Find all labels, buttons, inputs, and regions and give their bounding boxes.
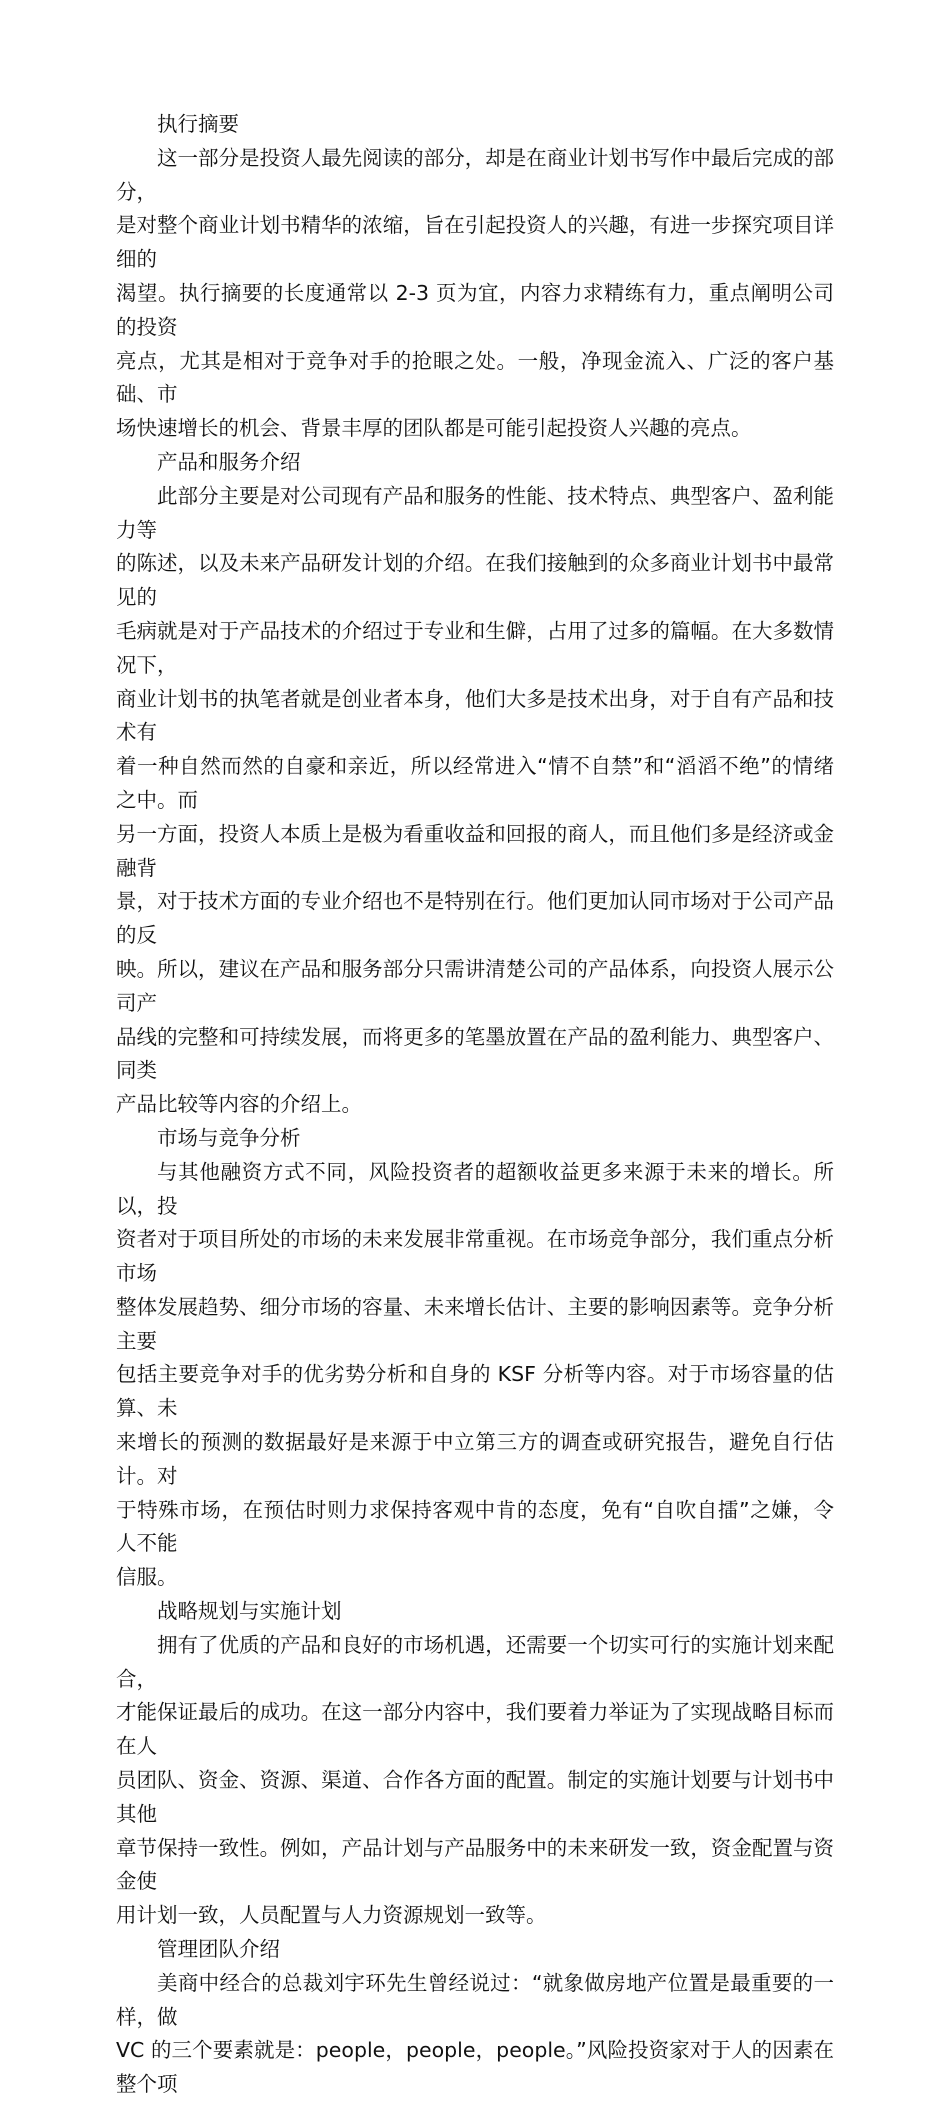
section-heading: 管理团队介绍 [157, 1937, 280, 1962]
section-heading: 市场与竞争分析 [157, 1125, 301, 1150]
section-strategy-plan [116, 1595, 834, 1933]
document-page [116, 108, 834, 2102]
section-products-services [116, 446, 834, 1122]
section-management-team [116, 1933, 834, 2102]
section-heading: 战略规划与实施计划 [157, 1599, 342, 1624]
section-heading: 产品和服务介绍 [157, 449, 301, 474]
section-heading: 执行摘要 [157, 112, 239, 136]
section-executive-summary [116, 108, 834, 446]
section-paragraph: 拥有了优质的产品和良好的市场机遇，还需要一个切实可行的实施计划来配合， 才能保证最后的成功。在这一部分内容中，我们要着力举证为了实现战略目标而在人 员团队、资金、资源、渠道、合作各方面的配置。制定的实施计划要与计划书中其他 章节保持一致性。例如，产品计划与产品服务中的未来研发一致，资金配置与资金使 用计划一致，人员配置与人力资源规划一致等。 [116, 1632, 834, 1928]
section-paragraph: 这一部分是投资人最先阅读的部分，却是在商业计划书写作中最后完成的部分， 是对整个商业计划书精华的浓缩，旨在引起投资人的兴趣，有进一步探究项目详细的 渴望。执行摘要的长度通常以 2-3 页为宜，内容力求精练有力，重点阐明公司的投资 亮点，尤其是相对于竞争对手的抢眼之处。一般，净现金流入、广泛的客户基础、市 场快速增长的机会、背景丰厚的团队都是可能引起投资人兴趣的亮点。 [116, 145, 834, 441]
section-paragraph: 与其他融资方式不同，风险投资者的超额收益更多来源于未来的增长。所以，投 资者对于项目所处的市场的未来发展非常重视。在市场竞争部分，我们重点分析市场 整体发展趋势、细分市场的容量、未来增长估计、主要的影响因素等。竞争分析主要 包括主要竞争对手的优劣势分析和自身的 KSF 分析等内容。对于市场容量的估算、未 来增长的预测的数据最好是来源于中立第三方的调查或研究报告，避免自行估计。对 于特殊市场，在预估时则力求保持客观中肯的态度，免有“自吹自擂”之嫌，令人不能 信服。 [116, 1159, 834, 1590]
section-paragraph: 此部分主要是对公司现有产品和服务的性能、技术特点、典型客户、盈利能力等 的陈述，以及未来产品研发计划的介绍。在我们接触到的众多商业计划书中最常见的 毛病就是对于产品技术的介绍过于专业和生僻，占用了过多的篇幅。在大多数情况下， 商业计划书的执笔者就是创业者本身，他们大多是技术出身，对于自有产品和技术有 着一种自然而然的自豪和亲近，所以经常进入“情不自禁”和“滔滔不绝”的情绪之中。而 另一方面，投资人本质上是极为看重收益和回报的商人，而且他们多是经济或金融背 景，对于技术方面的专业介绍也不是特别在行。他们更加认同市场对于公司产品的反 映。所以，建议在产品和服务部分只需讲清楚公司的产品体系，向投资人展示公司产 品线的完整和可持续发展，而将更多的笔墨放置在产品的盈利能力、典型客户、同类 产品比较等内容的介绍上。 [116, 483, 834, 1117]
section-paragraph: 美商中经合的总裁刘宇环先生曾经说过：“就象做房地产位置是最重要的一样，做 VC 的三个要素就是：people，people，people。”风险投资家对于人的因素在整个项 [116, 1970, 834, 2097]
section-market-competition [116, 1122, 834, 1595]
